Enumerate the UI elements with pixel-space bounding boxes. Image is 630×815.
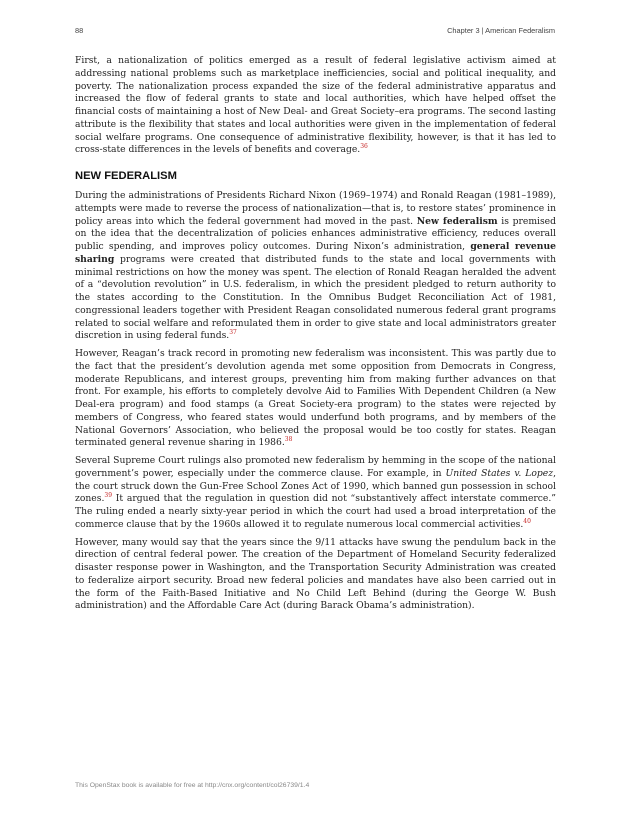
chapter-title (447, 26, 555, 35)
paragraph-2 (75, 348, 556, 450)
p3-text-a: Several Supreme Court rulings also promoted new federalism by hemming in the scope of the national government’s power, especially under the commerce clause. For example, in (75, 455, 556, 479)
p3-text-c: It argued that the regulation in question did not “substantively affect interstate commerce.” The ruling ended a nearly sixty-year period in which the court had used a broad interpretation of the commerce clause that by the 1960s allowed it to regulate numerous local commercial activities. (75, 493, 556, 530)
p3-text-b: , the court struck down the Gun-Free School Zones Act of 1990, which banned gun possession in school zones. (75, 467, 556, 505)
footnote-ref-37[interactable]: 37 (229, 329, 237, 337)
p1-text-c: programs were created that distributed funds to the state and local governments with minimal restrictions on how the money was spent. The election of Ronald Reagan heralded the advent of a “devolution revolution” in U.S. federalism, in which the president pledged to return authority to the states according to the Constitution. In the Omnibus Budget Reconciliation Act of 1981, congressional leaders together with President Reagan consolidated numerous federal grant programs related to social welfare and reformulated them in order to give state and local administrators greater discretion in using federal funds. (75, 253, 556, 342)
paragraph-1 (75, 190, 556, 343)
case-name: United States v. Lopez (445, 467, 554, 479)
footnote-ref-39[interactable]: 39 (104, 492, 113, 500)
intro-paragraph (75, 55, 556, 157)
chapter-name: American Federalism (485, 26, 555, 35)
footnote-ref-36[interactable]: 36 (360, 143, 368, 151)
section-heading: NEW FEDERALISM (75, 170, 177, 182)
page-number: 88 (75, 26, 84, 35)
p1-text-a: During the administrations of Presidents Richard Nixon (1969–1974) and Ronald Reagan (1981–1989), attempts were made to reverse the process of nationalization—that is, to restore states’ prominence in policy areas into which the federal government had moved in the past. (75, 190, 556, 227)
footnote-ref-38[interactable]: 38 (284, 436, 293, 444)
p2-text: However, Reagan’s track record in promoting new federalism was inconsistent. This was partly due to the fact that the president’s devolution agenda met some opposition from Democrats in Congress, moderate Republicans, and interest groups, preventing him from making further advances on that front. For example, his efforts to completely devolve Aid to Families With Dependent Children (a New Deal-era program) and food stamps (a Great Society-era program) to the states were rejected by members of Congress, who feared states would underfund both programs, and by members of the National Governors’ Association, who believed the proposal would be too costly for states. Reagan terminated general revenue sharing in 1986. (75, 348, 556, 449)
term-general-revenue-sharing: general revenue sharing (75, 241, 556, 265)
page-content (75, 55, 556, 618)
intro-text: First, a nationalization of politics emerged as a result of federal legislative activism aimed at addressing national problems such as marketplace inefficiencies, social and political inequality, and poverty. The nationalization process expanded the size of the federal administrative apparatus and increased the flow of federal grants to state and local authorities, which have helped offset the financial costs of maintaining a host of New Deal- and Great Society–era programs. The second lasting attribute is the flexibility that states and local authorities were given in the implementation of federal social welfare programs. One consequence of administrative flexibility, however, is that it has led to cross-state differences in the levels of benefits and coverage. (75, 55, 556, 156)
p1-text-b: is premised on the idea that the decentralization of policies enhances administrative efficiency, reduces overall public spending, and improves policy outcomes. During Nixon’s administration, (75, 215, 556, 252)
paragraph-3 (75, 455, 556, 532)
term-new-federalism: New federalism (416, 215, 498, 227)
paragraph-4: However, many would say that the years since the 9/11 attacks have swung the pendulum back in the direction of central federal power. The creation of the Department of Homeland Security federalized disaster response power in Washington, and the Transportation Security Administration was created to federalize airport security. Broad new federal policies and mandates have also been carried out in the form of the Faith-Based Initiative and No Child Left Behind (during the George W. Bush administration) and the Affordable Care Act (during Barack Obama’s administration). (75, 536, 556, 612)
footnote-ref-40[interactable]: 40 (523, 517, 531, 525)
chapter-prefix: Chapter 3 | (447, 26, 486, 35)
page-footer: This OpenStax book is available for free at http://cnx.org/content/col26739/1.4 (75, 782, 310, 789)
